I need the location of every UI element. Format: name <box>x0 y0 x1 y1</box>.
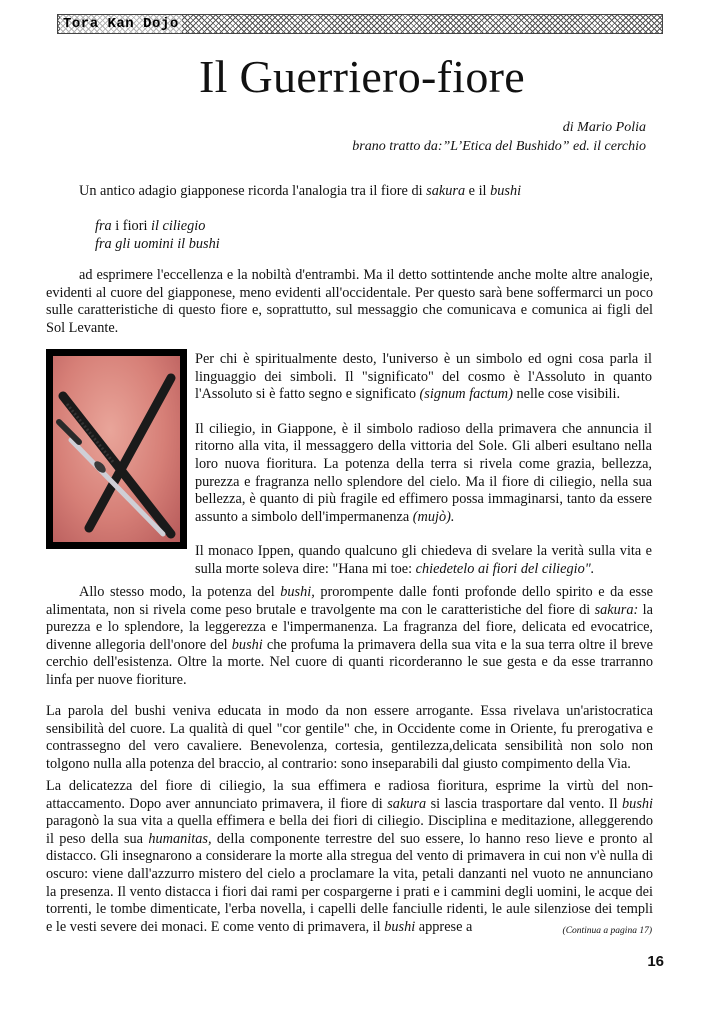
paragraph-3: La parola del bushi veniva educata in modo da non essere arrogante. Essa rivelava un'aristocratica sensibilità del cuore. La qualità di quel "cor gentile" che, in Occidente come in Oriente, fu prerogativa e contrassegno del vero cavaliere. Benevolenza, cortesia, gentilezza,delicata sensibilità non solo non tolgono nulla alla potenza del braccio, al contrario: sono inseparabili dal giusto compimento della Via. <box>46 703 653 772</box>
paragraph-1: ad esprimere l'eccellenza e la nobiltà d'entrambi. Ma il detto sottintende anche molte altre analogie, evidenti al cuore del giapponese, meno evidenti all'occidentale. Per questo sarà bene soffermarci un poco sulle caratteristiche di questo fiore e, soprattutto, sul messaggio che comunicava e comunica ai figli del Sol Levante. <box>46 267 653 336</box>
continue-note: (Continua a pagina 17) <box>562 926 652 936</box>
photo-background <box>53 356 180 542</box>
sword-blade-steel <box>71 440 163 534</box>
header-band <box>57 14 663 34</box>
sword-blade-dark <box>89 378 171 528</box>
verse <box>95 218 220 253</box>
paragraph-2: Allo stesso modo, la potenza del bushi, prorompente dalle fonti profonde dello spirito e da esse alimentata, non si rivela come peso brutale e travolgente ma con le caratteristiche del fiore di sakura: la purezza e lo splendore, la leggerezza e l'impermanenza. La fragranza del fiore, delicata ed evocatrice, divenne allegoria dell'onore del bushi che profuma la primavera della sua vita e la sua terra oltre il breve cerchio dell'esistenza. Oltre la morte. Nel cuore di quanti ricorderanno le sue gesta e da esse trarranno linfa per nuove fioriture. <box>46 584 653 688</box>
katana-photo <box>46 349 187 549</box>
intro-paragraph: Un antico adagio giapponese ricorda l'analogia tra il fiore di sakura e il bushi <box>79 183 522 199</box>
paragraph-4: La delicatezza del fiore di ciliegio, la sua effimera e radiosa fioritura, esprime la virtù del non-attaccamento. Dopo aver annunciato primavera, il fiore di sakura si lascia trasportare dal vento. Il bushi paragonò la sua vita a quella effimera e bella dei fiori di ciliegio. Disciplina e meditazione, alleggerendo il peso della sua humanitas, della componente terrestre del suo essere, lo hanno reso lieve e pronto al distacco. Gli insegnarono a considerare la morte alla stregua del vento di primavera in cui non v'è nulla di oscuro: viene dall'azzurro mistero del cielo a proclamare la vita, petali danzanti nel vuoto ne annunciano la presenza. Il vento distacca i fiori dai rami per cospargerne i prati e i cammini degli uomini, le acque dei torrenti, le tombe dimenticate, l'erba novella, i capelli delle fanciulle ridenti, le aule silenziose dei templi e le vesti severe dei monaci. E come vento di primavera, il bushi apprese a <box>46 778 654 935</box>
byline <box>352 118 646 156</box>
side-column <box>195 351 652 579</box>
page-title: Il Guerriero-fiore <box>199 51 525 102</box>
header-label: Tora Kan Dojo <box>60 15 182 33</box>
source-line: brano tratto da:”L’Etica del Bushido” ed. il cerchio <box>352 139 646 154</box>
verse-line-1: fra i fiori il ciliegio <box>95 218 206 234</box>
verse-line-2: fra gli uomini il bushi <box>95 235 220 252</box>
page-number: 16 <box>647 953 664 970</box>
crossed-swords-illustration <box>53 356 180 542</box>
side-paragraph-3: Il monaco Ippen, quando qualcuno gli chiedeva di svelare la verità sulla vita e sulla morte soleva dire: "Hana mi toe: chiedetelo ai fiori del ciliegio". <box>195 543 652 577</box>
author-line: di Mario Polia <box>562 120 646 135</box>
side-paragraph-1: Per chi è spiritualmente desto, l'universo è un simbolo ed ogni cosa parla il linguaggio dei simboli. Il "significato" del cosmo è l'Assoluto in quanto l'Assoluto si è fatto segno e significato (signum factum) nelle cose visibili. <box>195 351 652 403</box>
side-paragraph-2: Il ciliegio, in Giappone, è il simbolo radioso della primavera che annuncia il ritorno alla vita, il messaggero della vittoria del Sole. Gli alberi esultano nella loro nuova fioritura. La potenza della terra si rivela come grazia, bellezza, purezza e fragranza nello splendore del cielo. Ma il fiore di ciliegio, nella sua bellezza, è quanto di più fragile ed effimero possa immaginarsi, tanto da essere assunto a simbolo dell'impermanenza (mujò). <box>195 420 652 525</box>
